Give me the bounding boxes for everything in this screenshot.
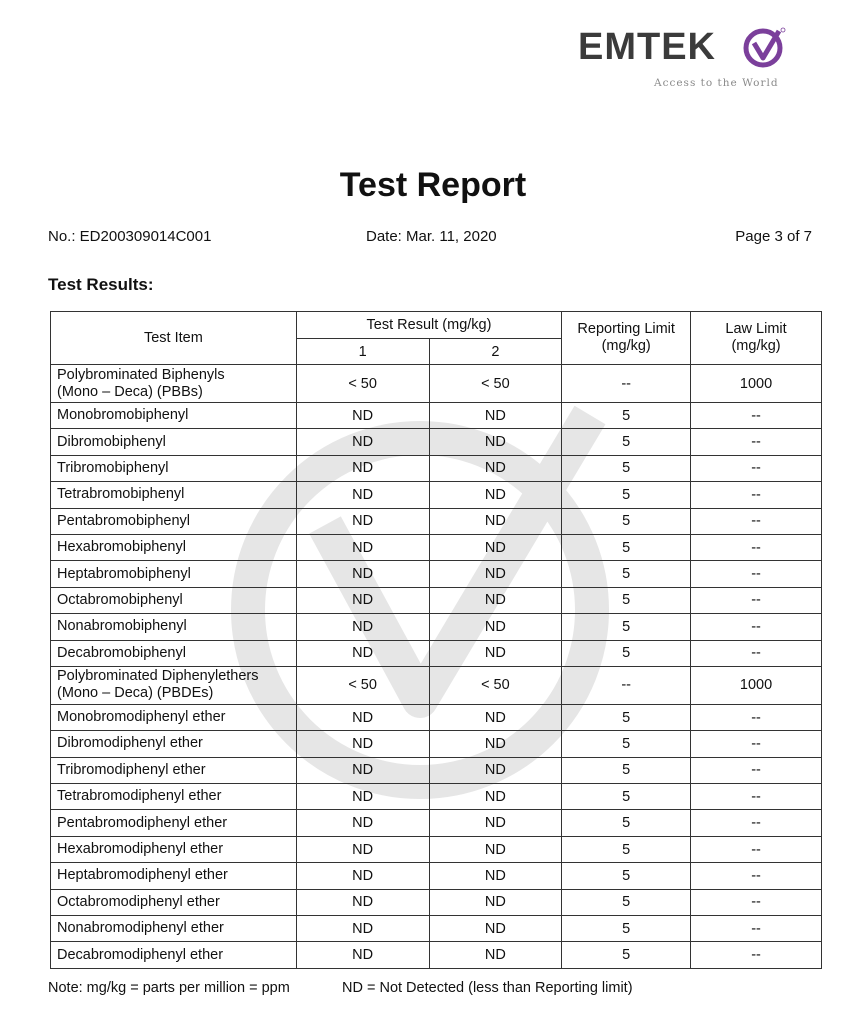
result-2-cell: ND (429, 784, 562, 810)
result-2-cell: ND (429, 508, 562, 534)
reporting-limit-cell: 5 (562, 587, 691, 613)
nd-note: ND = Not Detected (less than Reporting limit) (342, 980, 633, 996)
result-2-cell: ND (429, 482, 562, 508)
table-row (51, 482, 822, 508)
report-date: Date: Mar. 11, 2020 (366, 228, 497, 245)
header-law-limit-line1: Law Limit (725, 321, 787, 337)
reporting-limit-cell: 5 (562, 482, 691, 508)
logo-tagline: Access to the World (654, 77, 779, 89)
company-logo (578, 20, 793, 92)
header-test-item: Test Item (51, 312, 297, 365)
law-limit-cell: -- (691, 916, 822, 942)
law-limit-cell: -- (691, 455, 822, 481)
result-2-cell: ND (429, 403, 562, 429)
test-item-cell (51, 916, 297, 942)
result-2-cell: ND (429, 810, 562, 836)
test-item-label: Monobromodiphenyl ether (57, 709, 226, 726)
result-1-cell: ND (296, 889, 429, 915)
results-table-body (51, 365, 822, 969)
result-2-cell: ND (429, 863, 562, 889)
reporting-limit-cell: 5 (562, 784, 691, 810)
test-item-label: (Mono – Deca) (PBBs) (57, 383, 203, 400)
law-limit-cell: -- (691, 614, 822, 640)
page-indicator: Page 3 of 7 (735, 228, 812, 245)
test-item-cell (51, 534, 297, 560)
law-limit-cell: -- (691, 482, 822, 508)
test-item-cell (51, 640, 297, 666)
table-row (51, 403, 822, 429)
logo-text: EMTEK (578, 26, 716, 68)
law-limit-cell: -- (691, 784, 822, 810)
header-result-2: 2 (429, 339, 562, 365)
result-1-cell: < 50 (296, 365, 429, 403)
result-2-cell: ND (429, 640, 562, 666)
test-item-label: Heptabromodiphenyl ether (57, 867, 228, 884)
table-row (51, 704, 822, 730)
table-row (51, 365, 822, 403)
test-item-cell (51, 429, 297, 455)
result-2-cell: ND (429, 704, 562, 730)
result-1-cell: ND (296, 863, 429, 889)
header-law-limit-line2: (mg/kg) (731, 338, 781, 354)
reporting-limit-cell: 5 (562, 757, 691, 783)
test-item-label: (Mono – Deca) (PBDEs) (57, 685, 214, 702)
test-item-label: Hexabromodiphenyl ether (57, 841, 224, 858)
test-item-label: Heptabromobiphenyl (57, 565, 191, 582)
table-row (51, 731, 822, 757)
result-1-cell: ND (296, 534, 429, 560)
table-row (51, 614, 822, 640)
test-item-label: Tetrabromobiphenyl (57, 486, 185, 503)
test-item-cell (51, 863, 297, 889)
result-1-cell: ND (296, 731, 429, 757)
result-1-cell: < 50 (296, 666, 429, 704)
reporting-limit-cell: 5 (562, 810, 691, 836)
test-item-label: Decabromodiphenyl ether (57, 946, 224, 963)
result-2-cell: ND (429, 614, 562, 640)
law-limit-cell: -- (691, 731, 822, 757)
test-item-cell (51, 482, 297, 508)
test-item-label: Decabromobiphenyl (57, 644, 186, 661)
law-limit-cell: -- (691, 640, 822, 666)
reporting-limit-cell: 5 (562, 640, 691, 666)
test-item-cell (51, 836, 297, 862)
test-item-cell (51, 587, 297, 613)
law-limit-cell: -- (691, 534, 822, 560)
reporting-limit-cell: 5 (562, 916, 691, 942)
table-row (51, 889, 822, 915)
result-2-cell: < 50 (429, 365, 562, 403)
law-limit-cell: -- (691, 942, 822, 968)
result-1-cell: ND (296, 942, 429, 968)
header-reporting-limit-line1: Reporting Limit (577, 321, 675, 337)
law-limit-cell: -- (691, 836, 822, 862)
table-row (51, 561, 822, 587)
result-1-cell: ND (296, 757, 429, 783)
test-item-label: Nonabromobiphenyl (57, 618, 187, 635)
test-item-label: Hexabromobiphenyl (57, 539, 186, 556)
reporting-limit-cell: 5 (562, 836, 691, 862)
test-item-label: Polybrominated Biphenyls (57, 366, 225, 383)
test-item-label: Monobromobiphenyl (57, 407, 189, 424)
table-row (51, 508, 822, 534)
reporting-limit-cell: 5 (562, 403, 691, 429)
reporting-limit-cell: 5 (562, 561, 691, 587)
reporting-limit-cell: 5 (562, 731, 691, 757)
law-limit-cell: -- (691, 561, 822, 587)
result-2-cell: ND (429, 429, 562, 455)
header-reporting-limit (562, 312, 691, 365)
table-row (51, 810, 822, 836)
table-row (51, 455, 822, 481)
result-2-cell: ND (429, 889, 562, 915)
test-item-label: Tetrabromodiphenyl ether (57, 788, 222, 805)
test-item-label: Tribromobiphenyl (57, 459, 169, 476)
reporting-limit-cell: -- (562, 666, 691, 704)
report-title: Test Report (339, 166, 527, 204)
law-limit-cell: 1000 (691, 365, 822, 403)
result-1-cell: ND (296, 614, 429, 640)
law-limit-cell: -- (691, 403, 822, 429)
result-2-cell: ND (429, 757, 562, 783)
test-item-label: Polybrominated Diphenylethers (57, 668, 259, 685)
table-row (51, 429, 822, 455)
test-item-label: Pentabromobiphenyl (57, 512, 191, 529)
result-1-cell: ND (296, 455, 429, 481)
logo-check-circle-icon (741, 25, 787, 71)
test-item-cell (51, 455, 297, 481)
test-item-cell (51, 757, 297, 783)
table-row (51, 534, 822, 560)
header-test-result: Test Result (mg/kg) (296, 312, 562, 339)
result-1-cell: ND (296, 403, 429, 429)
test-item-label: Octabromobiphenyl (57, 591, 183, 608)
law-limit-cell: -- (691, 810, 822, 836)
table-row (51, 836, 822, 862)
result-2-cell: ND (429, 561, 562, 587)
test-item-label: Dibromobiphenyl (57, 433, 166, 450)
result-1-cell: ND (296, 836, 429, 862)
result-2-cell: ND (429, 731, 562, 757)
table-row (51, 640, 822, 666)
table-row (51, 666, 822, 704)
reporting-limit-cell: 5 (562, 704, 691, 730)
table-row (51, 784, 822, 810)
result-1-cell: ND (296, 587, 429, 613)
result-1-cell: ND (296, 561, 429, 587)
test-item-cell (51, 889, 297, 915)
reporting-limit-cell: 5 (562, 455, 691, 481)
law-limit-cell: -- (691, 587, 822, 613)
reporting-limit-cell: -- (562, 365, 691, 403)
result-1-cell: ND (296, 704, 429, 730)
result-1-cell: ND (296, 784, 429, 810)
table-row (51, 916, 822, 942)
test-item-label: Octabromodiphenyl ether (57, 893, 220, 910)
test-item-cell (51, 365, 297, 403)
table-row (51, 942, 822, 968)
result-1-cell: ND (296, 482, 429, 508)
law-limit-cell: -- (691, 429, 822, 455)
test-item-label: Nonabromodiphenyl ether (57, 920, 224, 937)
test-item-cell (51, 666, 297, 704)
law-limit-cell: -- (691, 889, 822, 915)
report-number: No.: ED200309014C001 (48, 228, 212, 245)
law-limit-cell: 1000 (691, 666, 822, 704)
results-heading: Test Results: (48, 275, 154, 294)
reporting-limit-cell: 5 (562, 889, 691, 915)
table-row (51, 863, 822, 889)
result-1-cell: ND (296, 916, 429, 942)
test-item-label: Dibromodiphenyl ether (57, 735, 203, 752)
result-2-cell: < 50 (429, 666, 562, 704)
result-2-cell: ND (429, 587, 562, 613)
result-1-cell: ND (296, 810, 429, 836)
law-limit-cell: -- (691, 704, 822, 730)
test-item-cell (51, 561, 297, 587)
header-reporting-limit-line2: (mg/kg) (601, 338, 651, 354)
test-item-cell (51, 614, 297, 640)
test-item-cell (51, 810, 297, 836)
units-note: Note: mg/kg = parts per million = ppm (48, 980, 290, 996)
result-1-cell: ND (296, 429, 429, 455)
test-item-cell (51, 784, 297, 810)
reporting-limit-cell: 5 (562, 534, 691, 560)
reporting-limit-cell: 5 (562, 508, 691, 534)
law-limit-cell: -- (691, 863, 822, 889)
law-limit-cell: -- (691, 508, 822, 534)
test-item-label: Pentabromodiphenyl ether (57, 814, 228, 831)
result-2-cell: ND (429, 534, 562, 560)
test-item-cell (51, 731, 297, 757)
reporting-limit-cell: 5 (562, 942, 691, 968)
result-2-cell: ND (429, 942, 562, 968)
result-2-cell: ND (429, 916, 562, 942)
table-row (51, 757, 822, 783)
law-limit-cell: -- (691, 757, 822, 783)
result-2-cell: ND (429, 455, 562, 481)
reporting-limit-cell: 5 (562, 863, 691, 889)
test-item-cell (51, 704, 297, 730)
table-row (51, 587, 822, 613)
test-item-cell (51, 942, 297, 968)
result-1-cell: ND (296, 508, 429, 534)
reporting-limit-cell: 5 (562, 614, 691, 640)
header-result-1: 1 (296, 339, 429, 365)
results-table (50, 311, 822, 969)
result-2-cell: ND (429, 836, 562, 862)
header-law-limit (691, 312, 822, 365)
result-1-cell: ND (296, 640, 429, 666)
test-item-cell (51, 508, 297, 534)
test-item-cell (51, 403, 297, 429)
test-item-label: Tribromodiphenyl ether (57, 761, 206, 778)
reporting-limit-cell: 5 (562, 429, 691, 455)
